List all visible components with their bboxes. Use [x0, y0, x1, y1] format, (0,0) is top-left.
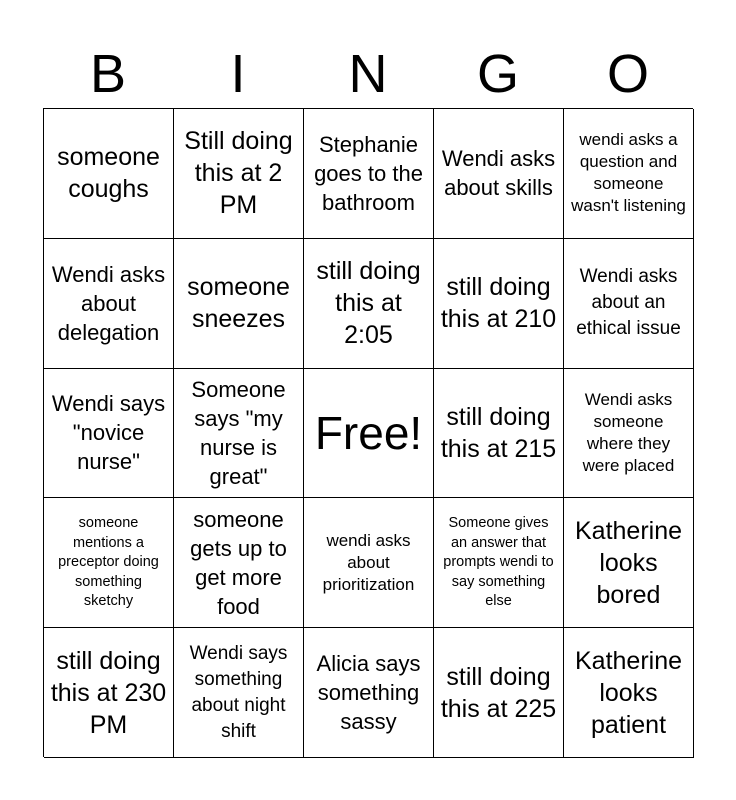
bingo-cell-3-5[interactable]	[564, 369, 694, 499]
cell-text: someone coughs	[57, 143, 160, 204]
bingo-cell-4-4[interactable]	[434, 498, 564, 628]
bingo-cell-2-4[interactable]	[434, 239, 564, 369]
cell-text: Alicia says something sassy	[316, 651, 421, 735]
bingo-header	[43, 40, 693, 108]
bingo-cell-5-2[interactable]	[174, 628, 304, 758]
header-letter-i: I	[230, 44, 246, 104]
cell-text: Someone says "my nurse is great"	[191, 376, 286, 489]
bingo-cell-4-1[interactable]	[44, 498, 174, 628]
bingo-board	[43, 108, 693, 757]
bingo-cell-5-3[interactable]	[304, 628, 434, 758]
bingo-cell-4-5[interactable]	[564, 498, 694, 628]
cell-text: Someone gives an answer that prompts wendi to say something else	[443, 515, 554, 610]
cell-text: Wendi says something about night shift	[189, 642, 288, 742]
header-letter-n: N	[348, 44, 388, 104]
cell-text: Katherine looks patient	[574, 646, 683, 739]
cell-text: Stephanie goes to the bathroom	[314, 131, 423, 215]
cell-text: Katherine looks bored	[574, 516, 683, 609]
cell-text: someone gets up to get more food	[190, 506, 287, 619]
bingo-cell-1-2[interactable]	[174, 109, 304, 239]
cell-text: Wendi asks someone where they were placed	[582, 389, 675, 475]
cell-text: Wendi asks about delegation	[51, 261, 166, 345]
bingo-cell-2-2[interactable]	[174, 239, 304, 369]
bingo-cell-5-4[interactable]	[434, 628, 564, 758]
header-letter-b: B	[89, 44, 127, 104]
bingo-cell-1-3[interactable]	[304, 109, 434, 239]
bingo-cell-5-1[interactable]	[44, 628, 174, 758]
free-space-text: Free!	[314, 406, 423, 459]
bingo-cell-1-5[interactable]	[564, 109, 694, 239]
cell-text: still doing this at 230 PM	[50, 646, 167, 739]
bingo-cell-3-1[interactable]	[44, 369, 174, 499]
cell-text: still doing this at 2:05	[316, 257, 421, 350]
cell-text: Still doing this at 2 PM	[184, 127, 293, 220]
bingo-cell-1-4[interactable]	[434, 109, 564, 239]
bingo-cell-2-1[interactable]	[44, 239, 174, 369]
header-letter-g: G	[476, 44, 519, 104]
bingo-cell-4-2[interactable]	[174, 498, 304, 628]
header-letter-o: O	[606, 44, 649, 104]
cell-text: Wendi asks about an ethical issue	[576, 266, 681, 340]
bingo-cell-4-3[interactable]	[304, 498, 434, 628]
cell-text: still doing this at 225	[440, 662, 557, 723]
cell-text: still doing this at 215	[440, 402, 557, 463]
bingo-cell-2-3[interactable]	[304, 239, 434, 369]
cell-text: wendi asks about prioritization	[322, 530, 415, 594]
bingo-cell-5-5[interactable]	[564, 628, 694, 758]
cell-text: still doing this at 210	[440, 273, 557, 334]
bingo-cell-3-4[interactable]	[434, 369, 564, 499]
bingo-cell-2-5[interactable]	[564, 239, 694, 369]
bingo-cell-3-3[interactable]	[304, 369, 434, 499]
cell-text: someone mentions a preceptor doing something sketchy	[58, 515, 159, 610]
cell-text: Wendi asks about skills	[441, 146, 556, 201]
cell-text: someone sneezes	[187, 273, 290, 334]
cell-text: Wendi says "novice nurse"	[51, 391, 166, 475]
bingo-cell-1-1[interactable]	[44, 109, 174, 239]
cell-text: wendi asks a question and someone wasn't listening	[571, 130, 686, 216]
bingo-cell-3-2[interactable]	[174, 369, 304, 499]
